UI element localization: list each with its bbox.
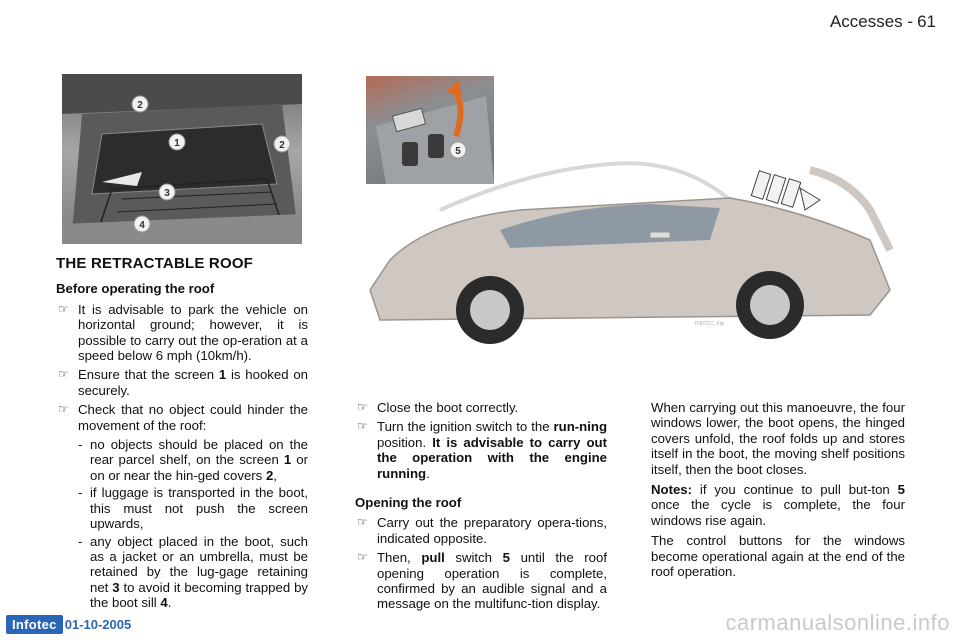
car-illustration xyxy=(350,150,910,350)
windows-paragraph: The control buttons for the windows become operational again at the end of the roof operation. xyxy=(651,533,905,580)
dash-luggage: - if luggage is transported in the boot, this must not push the screen upwards, xyxy=(78,485,308,532)
figure-part-number: P307CC_Fig xyxy=(695,321,724,327)
pointing-hand-icon: ☞ xyxy=(58,402,69,417)
pointing-hand-icon: ☞ xyxy=(357,419,368,434)
bullet-preparatory: ☞ Carry out the preparatory opera-tions, indicated opposite. xyxy=(357,515,607,546)
pointing-hand-icon: ☞ xyxy=(58,301,69,316)
boot-illustration xyxy=(62,74,302,244)
pointing-hand-icon: ☞ xyxy=(58,367,69,382)
page-header xyxy=(830,12,936,32)
pointing-hand-icon: ☞ xyxy=(357,550,368,565)
section-title: THE RETRACTABLE ROOF xyxy=(56,255,254,272)
infotec-logo: Infotec xyxy=(6,615,63,634)
callout-3: 3 xyxy=(164,188,170,199)
page-number: 61 xyxy=(917,12,936,31)
pointing-hand-icon: ☞ xyxy=(357,515,368,530)
opening-heading: Opening the roof xyxy=(355,495,462,511)
bullet-screen-hooked: ☞ Ensure that the screen 1 is hooked on securely. xyxy=(58,367,308,398)
callout-5: 5 xyxy=(455,146,461,157)
footer xyxy=(6,615,131,634)
manoeuvre-paragraph: When carrying out this manoeuvre, the four windows lower, the boot opens, the hinged covers unfold, the roof folds up and stores itself in the boot, the moving shelf positions itself, then the boot closes. xyxy=(651,400,905,477)
bullet-close-boot: ☞ Close the boot correctly. xyxy=(357,400,519,415)
bullet-pull-switch: ☞ Then, pull switch 5 until the roof opening operation is complete, confirmed by an audible signal and a message on the multifunc-tion display. xyxy=(357,550,608,612)
callout-2-left: 2 xyxy=(137,100,143,111)
pointing-hand-icon: ☞ xyxy=(357,400,368,414)
footer-date: 01-10-2005 xyxy=(64,617,132,632)
callout-4: 4 xyxy=(139,220,145,231)
car-drawing xyxy=(350,150,910,350)
bullet-ignition: ☞ Turn the ignition switch to the run-ning position. It is advisable to carry out the operation with the engine running. xyxy=(357,419,607,481)
notes-paragraph: Notes: if you continue to pull but-ton 5 once the cycle is complete, the four windows rise again. xyxy=(651,482,905,528)
boot-drawing xyxy=(62,74,302,244)
before-heading: Before operating the roof xyxy=(56,281,215,297)
bullet-level-ground: ☞ It is advisable to park the vehicle on horizontal ground; however, it is possible to carry out the op-eration at a speed below 6 mph (10km/h). xyxy=(58,301,308,364)
callout-2-right: 2 xyxy=(279,140,285,151)
callout-1: 1 xyxy=(174,138,180,149)
dash-retaining-net: - any object placed in the boot, such as a jacket or an umbrella, must be retained by the lug-gage retaining net 3 to avoid it becoming trapped by the boot sill 4. xyxy=(78,533,309,611)
watermark: carmanualsonline.info xyxy=(725,610,950,635)
bullet-check-objects: ☞ Check that no object could hinder the movement of the roof: xyxy=(58,402,308,433)
section-name: Accesses - xyxy=(829,12,914,31)
middle-column xyxy=(355,400,607,616)
dash-parcel-shelf: - no objects should be placed on the rear parcel shelf, on the screen 1 or on or near the hin-ged covers 2, xyxy=(78,437,308,483)
right-column xyxy=(651,400,905,584)
left-column xyxy=(56,256,308,613)
